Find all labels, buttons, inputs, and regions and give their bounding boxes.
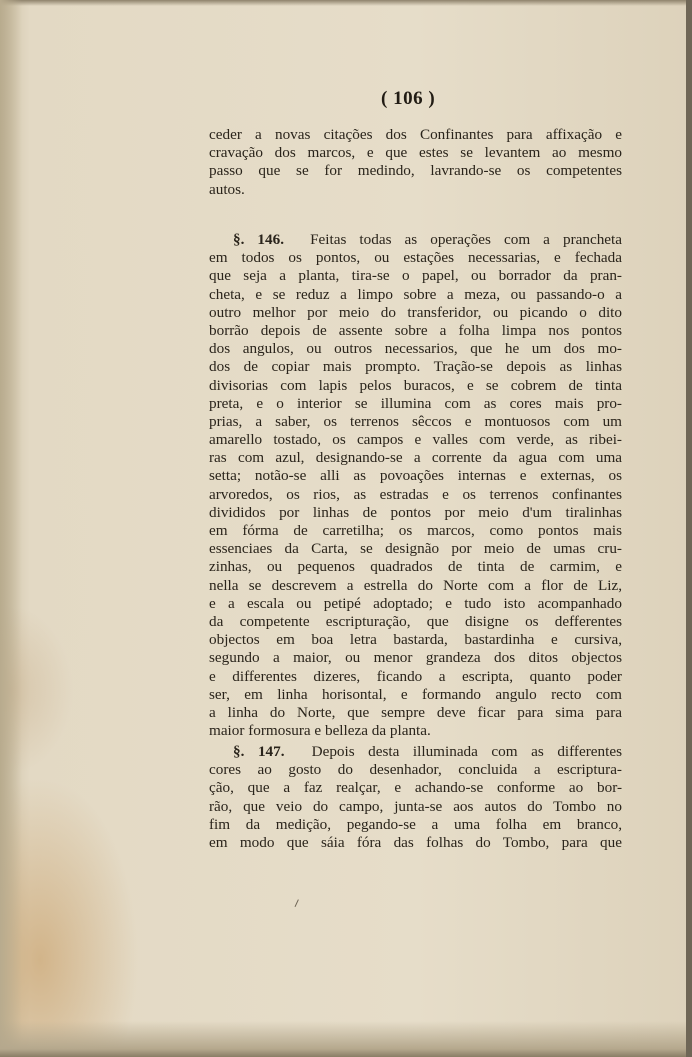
text-line: em todos os pontos, ou estações necessarias, e fechada <box>209 249 622 267</box>
page-number: ( 106 ) <box>381 88 436 109</box>
text-line: passo que se for medindo, lavrando-se os competentes <box>209 162 622 180</box>
page-edge-bottom <box>0 1021 692 1057</box>
section-first-line <box>209 231 622 249</box>
text-line: amarello tostado, os campos e valles com verde, as ribei- <box>209 431 622 449</box>
text-line: rão, que veio do campo, junta-se aos autos do Tombo no <box>209 797 622 815</box>
text-line: autos. <box>209 180 245 198</box>
text-line: ras com azul, designando-se a corrente da agua com uma <box>209 449 622 467</box>
text-line: ção, que a faz realçar, e achando-se conforme ao bor- <box>209 779 622 797</box>
section-first-line-text: Feitas todas as operações com a prancheta <box>310 231 622 248</box>
page-edge-right <box>686 0 692 1057</box>
text-line: dos angulos, ou outros necessarios, que he um dos mo- <box>209 340 622 358</box>
continuation-paragraph <box>209 126 622 199</box>
text-line: objectos em boa letra bastarda, bastardinha e cursiva, <box>209 631 622 649</box>
text-line: outro melhor por meio do transferidor, ou picando o dito <box>209 303 622 321</box>
section-first-line-text: Depois desta illuminada com as differentes <box>311 743 622 760</box>
text-line: preta, e o interior se illumina com as cores mais pro- <box>209 394 622 412</box>
text-line: borrão depois de assente sobre a folha limpa nos pontos <box>209 321 622 339</box>
text-line: e a escala ou petipé adoptado; e tudo isto acompanhado <box>209 594 622 612</box>
text-line: que seja a planta, tira-se o papel, ou borrador da pran- <box>209 267 622 285</box>
page-edge-top <box>0 0 692 6</box>
text-line: ceder a novas citações dos Confinantes para affixação e <box>209 126 622 143</box>
text-line: essenciaes da Carta, se designão por meio de umas cru- <box>209 540 622 558</box>
text-line: divisorias com lapis pelos buracos, e se cobrem de tinta <box>209 376 622 394</box>
section-146-paragraph <box>209 231 622 740</box>
text-line: fim da medição, pegando-se a uma folha em branco, <box>209 815 622 833</box>
text-line: a linha do Norte, que sempre deve ficar para sima para <box>209 703 622 721</box>
section-147-paragraph <box>209 743 622 852</box>
section-number: §. 146. <box>233 231 285 248</box>
text-line: maior formosura e belleza da planta. <box>209 722 431 740</box>
text-line: segundo a maior, ou menor grandeza dos ditos objectos <box>209 649 622 667</box>
text-line: setta; notão-se alli as povoações internas e externas, os <box>209 467 622 485</box>
page-edge-left <box>0 0 22 1057</box>
text-line: ser, em linha horisontal, e formando angulo recto com <box>209 685 622 703</box>
text-line: divididos por linhas de pontos por meio d'um tiralinhas <box>209 503 622 521</box>
section-first-line <box>209 743 622 761</box>
text-line: zinhas, ou pequenos quadrados de tinta de carmim, e <box>209 558 622 576</box>
text-line: em fórma de carretilha; os marcos, como pontos mais <box>209 522 622 539</box>
text-line: e differentes dizeres, ficando a escripta, quanto poder <box>209 667 622 685</box>
text-line: nella se descrevem a estrella do Norte com a flor de Liz, <box>209 576 622 594</box>
text-line: dos de copiar mais prompto. Tração-se depois as linhas <box>209 358 622 376</box>
ink-mark <box>295 899 303 908</box>
text-line: prias, a saber, os terrenos sêccos e montuosos com um <box>209 412 622 430</box>
section-number: §. 147. <box>233 743 285 760</box>
text-line: em modo que sáia fóra das folhas do Tombo, para que <box>209 833 622 851</box>
text-line: cheta, e se reduz a limpo sobre a meza, ou passando-o a <box>209 285 622 303</box>
text-line: arvoredos, os rios, as estradas e os terrenos confinantes <box>209 485 622 503</box>
text-line: cravação dos marcos, e que estes se levantem ao mesmo <box>209 144 622 162</box>
text-line: cores ao gosto do desenhador, concluida a escriptura- <box>209 761 622 779</box>
text-line: da competente escripturação, que disigne os defferentes <box>209 612 622 630</box>
